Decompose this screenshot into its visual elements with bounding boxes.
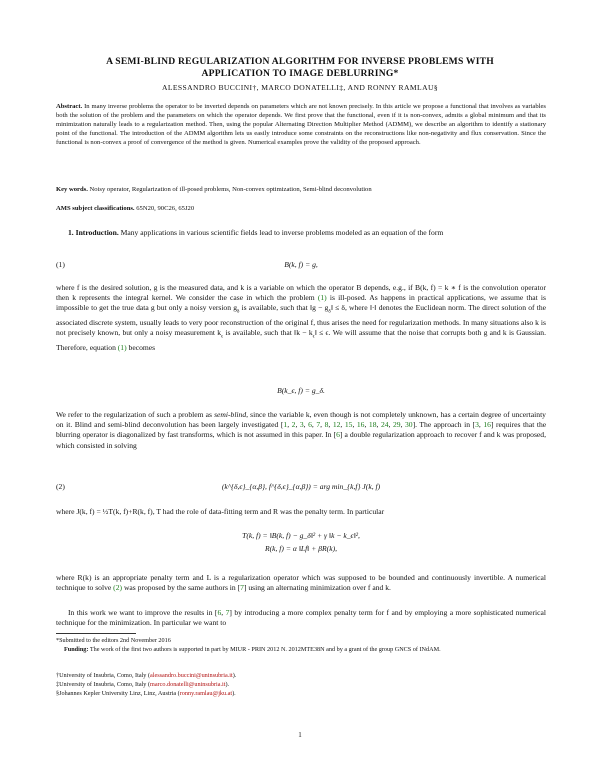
email-link-buccini[interactable]: alessandro.buccini@uninsubria.it [150, 672, 233, 679]
citation-ref-3[interactable]: 3 [299, 420, 304, 430]
funding-label: Funding: [64, 646, 89, 653]
affiliation-3-close: ). [232, 690, 236, 697]
citation-group-2: 3, 16 [475, 420, 491, 430]
keywords-text: Noisy operator, Regularization of ill-posed problems, Non-convex optimization, Semi-blind deconvolution [89, 186, 372, 193]
citation-ref[interactable]: 6 [336, 430, 340, 440]
footnote-submitted: *Submitted to the editors 2nd November 2016 [56, 637, 171, 644]
affiliation-2-text: ‡University of Insubria, Como, Italy ( [56, 681, 150, 688]
affiliation-3-text: §Johannes Kepler University Linz, Linz, Austria ( [56, 690, 180, 697]
para4-text-b: ] by introducing a more complex penalty term for f and by employing a more sophisticated numerical technique for the minimization. In particular we want to [56, 608, 546, 628]
para2-text-a: We refer to the regularization of such a problem as [56, 410, 212, 419]
citation-ref-2[interactable]: 2 [291, 420, 296, 430]
para3-text-b: where R(k) is an appropriate penalty term and L is a regularization operator which was supposed to be bounded and continuously invertible. A numerical technique to solve [56, 573, 546, 593]
para1-text-d: ‖ ≤ δ, where ‖·‖ denotes the Euclidean norm. The direct solution of the associated discrete system, usually leads to very poor reconstruction of the original f, thus arises the need for regularization methods. In many situations also k is not precisely known, but only a noisy measurement k [56, 303, 546, 338]
para2-emphasis: semi-blind [214, 410, 247, 419]
para1-text-e: is available, such that ‖k − k [225, 328, 313, 338]
footnote-affiliation-2 [56, 681, 546, 689]
para2-text-b: , since the variable k, even though is not completely unknown, has a certain degree of uncertainty on it. Blind and semi-blind deconvolution has been largely investigated [ [56, 410, 546, 430]
abstract [56, 103, 546, 148]
citation-ref-6[interactable]: 6 [308, 420, 312, 430]
footnote-affiliation-1 [56, 672, 546, 680]
footnote-funding [56, 646, 546, 654]
funding-text: The work of the first two authors is supported in part by MIUR - PRIN 2012 N. 2012MTE38N and by a grant of the group GNCS of INdAM. [89, 646, 441, 653]
paragraph-3-continued [56, 573, 546, 593]
abstract-text: In many inverse problems the operator to be inverted depends on parameters which are not known precisely. In this article we propose a functional that involves as variables both the solution of the problem and the parameters on which the operator depends. We first prove that the functional, even if it is non-convex, admits a global minimum and that its minimization naturally leads to a regularization method. Then, using the popular Alternating Direction Multiplier Method (ADMM), we describe an algorithm to identify a stationary point of the functional. The introduction of the ADMM algorithm lets us easily introduce some constraints on the reconstructions like non-negativity and flux conservation. Since the functional is non-convex a proof of convergence of the method is given. Numerical examples prove the validity of the proposed approach. [56, 103, 546, 146]
para1-text-g: becomes [128, 343, 156, 353]
affiliation-1-close: ). [232, 672, 237, 679]
citation-ref-7[interactable]: 7 [316, 420, 321, 430]
citation-ref-6[interactable]: 6 [217, 608, 222, 617]
footnote-rule [56, 633, 136, 634]
para1-text-f: ‖ ≤ ϵ. We will assume that the noise that corrupts both g and k is Gaussian. Therefore, equation [56, 328, 546, 353]
equation-noisy-body: B(k_ϵ, f) = g_δ. [277, 386, 325, 395]
para1-text-c: is available, such that ‖g − g [241, 303, 329, 313]
equation-ref-1[interactable]: (1) [317, 293, 327, 303]
equation-R-body: R(k, f) = α ‖Lf‖ + βR(k), [264, 544, 338, 553]
para3-text-d: ] using an alternating minimization over f and k. [243, 583, 391, 593]
section-introduction [56, 228, 546, 238]
citation-ref-1[interactable]: 1 [283, 420, 288, 430]
citation-group-3: 6, 7 [217, 608, 230, 617]
equation-ref-2[interactable]: (1) [117, 343, 127, 353]
affiliation-2-close: ). [225, 681, 230, 688]
para2-text-d: ] requires that the blurring operator is diagonalized by fast transforms, which is not assumed in this paper. In [ [56, 420, 547, 440]
keywords [56, 186, 546, 195]
citation-ref-8[interactable]: 8 [324, 420, 329, 430]
equation-ref-3[interactable]: (2) [113, 583, 123, 593]
title-line-1: A SEMI-BLIND REGULARIZATION ALGORITHM FOR INVERSE PROBLEMS WITH [106, 56, 494, 67]
equation-2-body: (k^{δ,ϵ}_{α,β}, f^{δ,ϵ}_{α,β}) = arg min_{k,f} J(k, f) [221, 482, 381, 491]
author-list: ALESSANDRO BUCCINI†, MARCO DONATELLI‡, AND RONNY RAMLAU§ [161, 83, 439, 92]
paragraph-4 [56, 608, 546, 628]
paragraph-2 [56, 410, 546, 451]
citation-ref-29[interactable]: 29 [392, 420, 401, 430]
citation-ref-12[interactable]: 12 [332, 420, 341, 430]
equation-1-label: (1) [56, 260, 65, 269]
ams-label: AMS subject classifications. [56, 205, 135, 212]
equation-1-body: B(k, f) = g, [284, 260, 318, 269]
citation-ref-16[interactable]: 16 [483, 420, 491, 430]
citation-ref-3[interactable]: 3 [475, 420, 479, 430]
page-number: 1 [298, 731, 302, 739]
citation-ref-18[interactable]: 18 [368, 420, 377, 430]
citation-group-1: 1, 2, 3, 6, 7, 8, 12, 15, 16, 18, 24, 29, 30 [283, 420, 413, 430]
para1-text-b: is ill-posed. As happens in practical applications, we assume that is impossible to get the true data g but only a noisy version g [56, 293, 546, 313]
ams-classifications [56, 205, 546, 214]
email-link-ramlau[interactable]: ronny.ramlau@jku.at [179, 690, 233, 697]
title-line-2: APPLICATION TO IMAGE DEBLURRING* [201, 67, 399, 79]
para2-text-c: ]. The approach in [ [412, 420, 476, 430]
citation-ref-24[interactable]: 24 [380, 420, 389, 430]
section-number: 1. [68, 228, 74, 237]
para1-text-a: where f is the desired solution, g is the measured data, and k is a variable on which the operator B depends, e.g., if B(k, f) = k ∗ f is the convolution operator then k represents the integral kernel. We consider the case in which the problem [56, 283, 546, 303]
paper-title [40, 56, 560, 79]
citation-ref-7[interactable]: 7 [240, 583, 244, 593]
citation-ref-16[interactable]: 16 [356, 420, 365, 430]
para2-text-e: ] a double regularization approach to recover f and k was proposed, which consisted in solving [56, 430, 546, 450]
intro-text: Many applications in various scientific fields lead to inverse problems modeled as an equation of the form [120, 228, 444, 237]
paragraph-1: where f is the desired solution, g is the measured data, and k is a variable on which the operator B depends, e.g., if B(k, f) = k ∗ f is the convolution operator then k represents the integral kernel. We consider the case in which the problem (1) is ill-posed. As happens in practical applications, we assume that is impossible to get the true data g but only a noisy version $g_\delta$ is available, such that ‖g − $g_\delta‖ \le \delta$, where ‖·‖ denotes the Euclidean norm. The direct solution of the associated discrete system, usually leads to very poor reconstruction of the original f, thus arises the need for regularization methods. In many situations also k is not precisely known, but only a noisy measurement $k_\epsilon$ is available, such that ‖k − $k_\epsilon‖ \le \epsilon$. We will assume that the noise that corrupts both g and k is Gaussian. Therefore, equation (1) becomes [56, 283, 546, 353]
citation-ref-7[interactable]: 7 [225, 608, 230, 617]
affiliation-1-text: †University of Insubria, Como, Italy ( [56, 672, 150, 679]
section-heading: Introduction. [75, 228, 119, 237]
citation-ref-15[interactable]: 15 [344, 420, 353, 430]
equation-T-body: T(k, f) = ‖B(k, f) − g_δ‖² + γ ‖k − k_ϵ‖², [242, 531, 360, 540]
footnote-affiliation-3 [56, 690, 546, 698]
equation-2-label: (2) [56, 482, 65, 491]
email-link-donatelli[interactable]: marco.donatelli@uninsubria.it [150, 681, 226, 688]
abstract-label: Abstract. [56, 103, 83, 110]
ams-text: 65N20, 90C26, 65J20 [136, 205, 195, 212]
keywords-label: Key words. [56, 186, 88, 193]
para4-text-a: In this work we want to improve the results in [ [68, 608, 218, 617]
para3-text-c: was proposed by the same authors in [ [123, 583, 241, 593]
paragraph-3 [56, 507, 546, 517]
para3-text-a: where J(k, f) = ½T(k, f)+R(k, f), T had the role of data-fitting term and R was the penalty term. In particular [56, 507, 385, 516]
citation-ref-30[interactable]: 30 [405, 420, 413, 430]
